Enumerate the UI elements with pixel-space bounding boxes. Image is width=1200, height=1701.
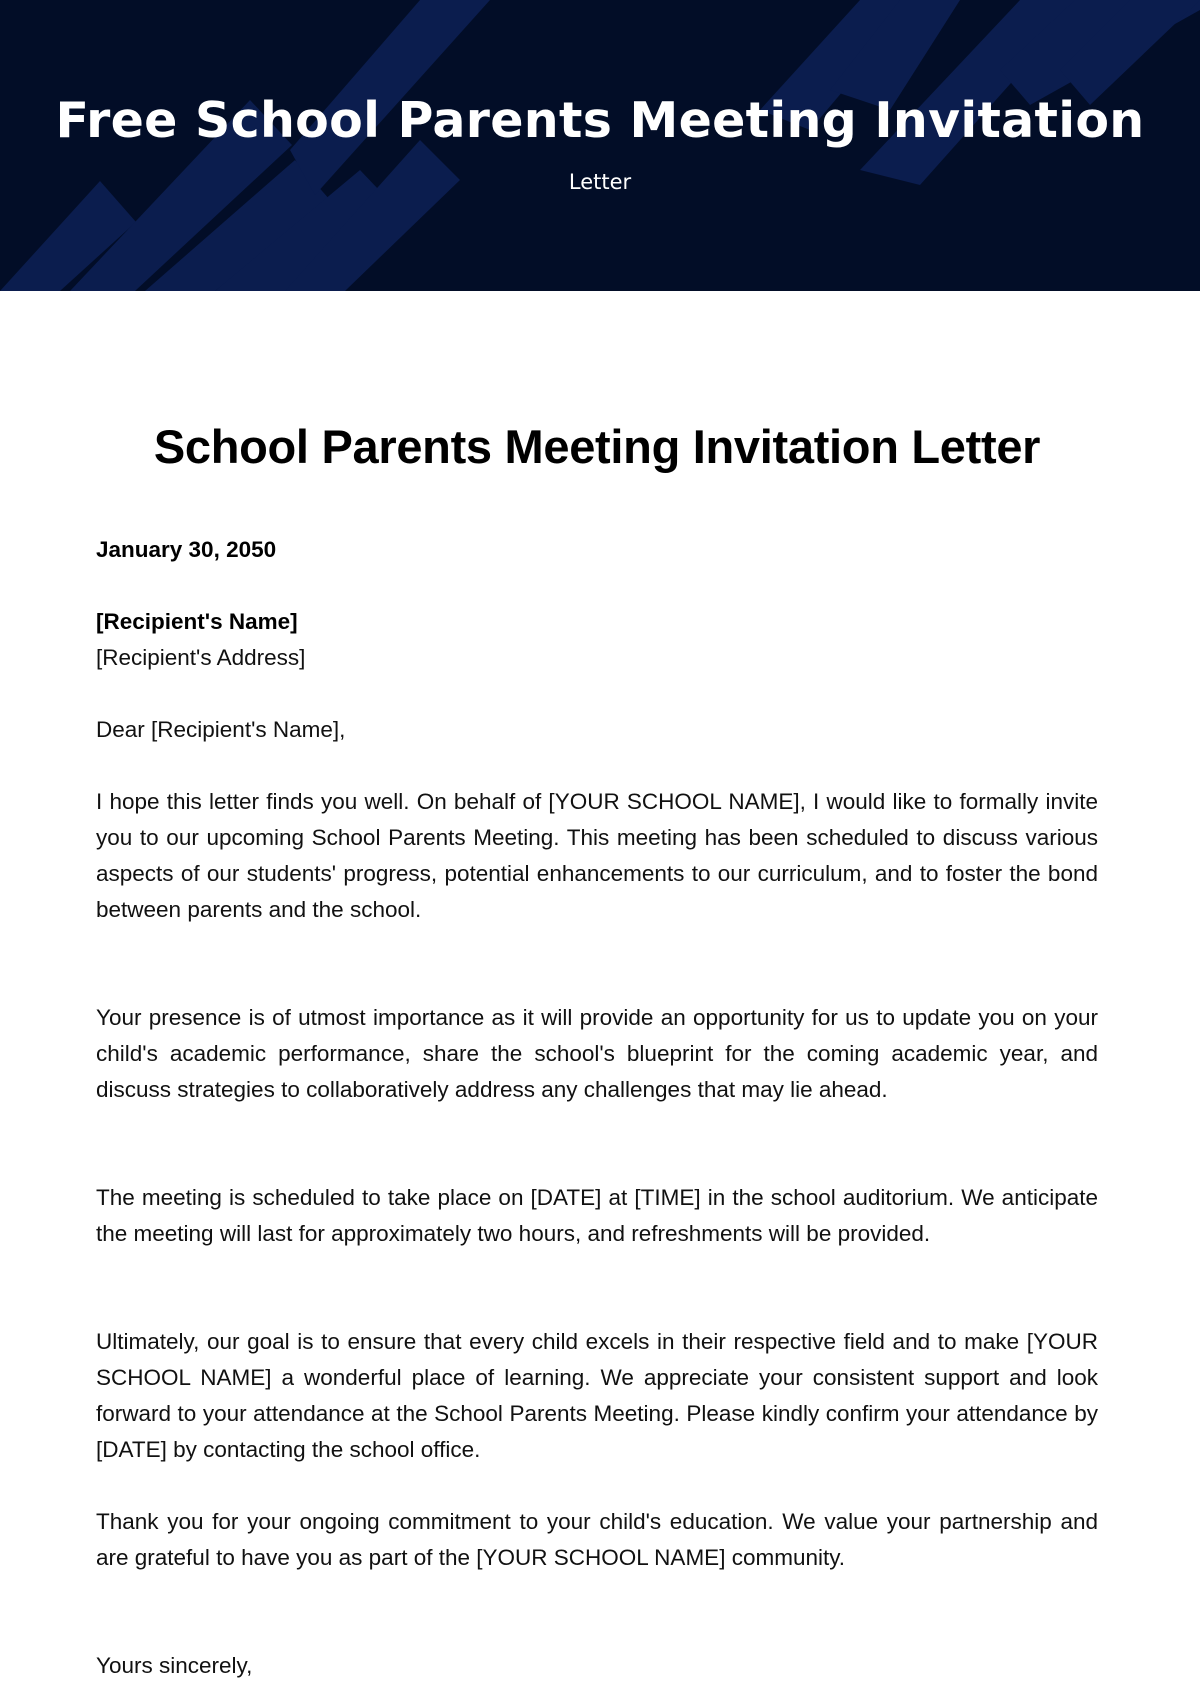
paragraph-3: The meeting is scheduled to take place on [DATE] at [TIME] in the school auditorium. We anticipate the meeting will last for approximately two hours, and refreshments will be provided. (96, 1185, 1098, 1246)
banner-subtitle: Letter (568, 170, 632, 194)
closing: Yours sincerely, (96, 1653, 253, 1678)
recipient-name: [Recipient's Name] (96, 609, 298, 634)
document-title: School Parents Meeting Invitation Letter (153, 420, 1041, 473)
paragraph-1: I hope this letter finds you well. On behalf of [YOUR SCHOOL NAME], I would like to formally invite you to our upcoming School Parents Meeting. This meeting has been scheduled to discuss various aspects of our students' progress, potential enhancements to our curriculum, and to foster the bond between parents and the school. (96, 789, 1098, 922)
paragraph-4: Ultimately, our goal is to ensure that every child excels in their respective field and to make [YOUR SCHOOL NAME] a wonderful place of learning. We appreciate your consistent support and look forward to your attendance at the School Parents Meeting. Please kindly confirm your attendance by [DATE] by contacting the school office. (96, 1329, 1098, 1462)
recipient-address: [Recipient's Address] (96, 645, 306, 670)
salutation: Dear [Recipient's Name], (96, 717, 346, 742)
paragraph-2: Your presence is of utmost importance as it will provide an opportunity for us to update you on your child's academic performance, share the school's blueprint for the coming academic year, and discuss strategies to collaboratively address any challenges that may lie ahead. (96, 1005, 1098, 1102)
letter-date: January 30, 2050 (96, 537, 277, 562)
paragraph-5: Thank you for your ongoing commitment to your child's education. We value your partnership and are grateful to have you as part of the [YOUR SCHOOL NAME] community. (96, 1509, 1098, 1570)
banner-title: Free School Parents Meeting Invitation (55, 92, 1145, 149)
header-banner (0, 0, 1200, 291)
